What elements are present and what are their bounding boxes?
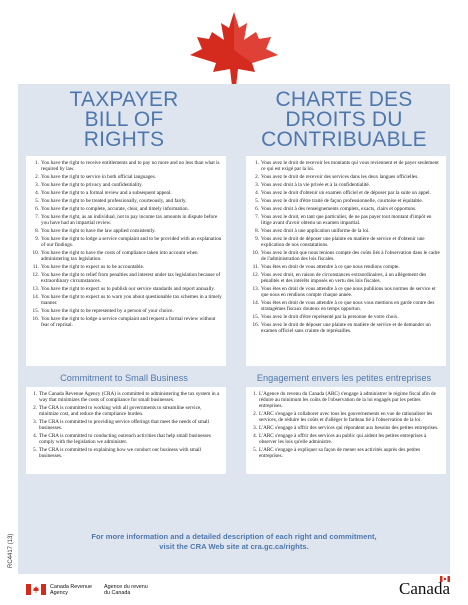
list-item: 1. You have the right to receive entitlements and to pay no more and no less than what is required by law. [35,160,220,172]
maple-leaf-icon [186,10,282,86]
list-item: 7. Vous avez le droit, en tant que particulier, de ne pas payer tout montant d'impôt en litige avant d'avoir obtenu un examen impartial. [255,214,432,226]
french-column [238,84,450,574]
list-item: 13. You have the right to expect us to publish our service standards and report annually. [32,286,215,292]
list-item: 11. You have the right to expect us to be accountable. [32,264,145,270]
english-column [18,84,230,574]
commitments-box [246,387,446,474]
list-item: 12. You have the right to relief from penalties and interest under tax legislation because of extraordinary circumstances. [32,272,221,284]
list-item: 3. The CRA is committed to providing service offerings that meet the needs of small businesses. [33,419,210,431]
more-info-line-2: visit the CRA Web site at cra.gc.ca/rights. [159,542,309,551]
canada-wordmark: Canada [399,579,450,598]
identity-bar [0,576,468,605]
form-code: RC4417 (13) [8,533,14,568]
list-item: 3. Vous avez droit à la vie privée et à la confidentialité. [255,182,370,188]
list-item: 10. You have the right to have the costs of compliance taken into account when administering tax legislation. [32,250,198,262]
list-item: 9. You have the right to lodge a service complaint and to be provided with an explanation of our findings. [35,236,222,248]
commitment-small-business-heading: Commitment to Small Business [60,373,188,383]
agency-name-fr: Agence du revenu du Canada [104,584,148,596]
list-item: 4. You have the right to a formal review and a subsequent appeal. [35,190,172,196]
list-item: 10. Vous avez le droit que nous tenions compte des coûts liés à l'observation dans le cadre de l'administration des lois fiscales. [252,250,440,262]
list-item: 1. Vous avez le droit de recevoir les montants qui vous reviennent et de payer seulement ce qui est exigé par la loi. [255,160,439,172]
title-line-1: CHARTE DES [275,88,413,111]
more-info-line-1: For more information and a detailed description of each right and commitment, [91,532,377,541]
list-item: 15. You have the right to be represented by a person of your choice. [32,308,174,314]
list-item: 4. Vous avez le droit d'obtenir un examen officiel et de déposer par la suite un appel. [255,190,431,196]
list-item: 3. You have the right to privacy and confidentiality. [35,182,143,188]
list-item: 5. You have the right to be treated professionally, courteously, and fairly. [35,198,187,204]
list-item: 14. You have the right to expect us to warn you about questionable tax schemes in a timely manner. [32,294,222,306]
list-item: 14. Vous êtes en droit de vous attendre à ce que nous vous mettions en garde contre des stratagèmes fiscaux douteux en temps opportun. [252,300,435,312]
list-item: 15. Vous avez le droit d'être représenté par la personne de votre choix. [252,314,399,320]
list-item: 1. L'Agence du revenu du Canada (ARC) s'engage à administrer le régime fiscal afin de réduire au minimum les coûts de l'observation de la loi engagés par les petites entreprises. [253,391,436,409]
rights-list [250,160,442,334]
content-panel [18,84,450,574]
list-item: 8. Vous avez droit à une application uniforme de la loi. [255,228,370,234]
list-item: 16. You have the right to lodge a service complaint and request a formal review without fear of reprisal. [32,316,216,328]
more-info-note [18,532,450,552]
rights-list-box [246,156,446,366]
title-line-3: RIGHTS [83,128,165,151]
list-item: 6. You have the right to complete, accurate, clear, and timely information. [35,206,189,212]
list-item: 9. Vous avez le droit de déposer une plainte en matière de service et d'obtenir une explication de nos constatations. [255,236,425,248]
list-item: 6. Vous avez droit à des renseignements complets, exacts, clairs et opportuns. [255,206,417,212]
title-line-2: BILL OF [84,108,164,131]
engagement-petites-entreprises-heading: Engagement envers les petites entreprises [256,373,432,383]
list-item: 12. Vous avez droit, en raison de circonstances extraordinaires, à un allègement des pénalités et des intérêts imposés en vertu des lois fiscales. [252,272,427,284]
list-item: 7. You have the right, as an individual, not to pay income tax amounts in dispute before you have had an impartial review. [35,214,218,226]
taxpayer-bill-of-rights-title [18,90,230,150]
list-item: 2. The CRA is committed to working with all governments to streamline service, minimize cost, and reduce the compliance burden. [33,405,202,417]
list-item: 1. The Canada Revenue Agency (CRA) is committed to administering the tax system in a way that minimizes the costs of compliance for small businesses. [33,391,220,403]
title-line-2: DROITS DU [285,108,403,131]
commitments-list [30,391,222,459]
list-item: 2. L'ARC s'engage à collaborer avec tous les gouvernements en vue de rationaliser les services, de réduire les coûts et d'alléger le fardeau lié à l'observation de la loi. [253,411,433,423]
list-item: 2. Vous avez le droit de recevoir des services dans les deux langues officielles. [255,174,419,180]
list-item: 2. You have the right to service in both official languages. [35,174,156,180]
title-line-1: TAXPAYER [69,88,179,111]
list-item: 8. You have the right to have the law applied consistently. [35,228,156,234]
list-item: 4. The CRA is committed to conducting outreach activities that help small businesses comply with the legislation we administer. [33,433,211,445]
commitments-box [26,387,226,474]
charte-des-droits-title [238,90,450,150]
rights-list [30,160,222,328]
list-item: 4. L'ARC s'engage à offrir des services au public qui aident les petites entreprises à observer les lois qu'elle administre. [253,433,427,445]
commitments-list [250,391,442,459]
list-item: 16. Vous avez le droit de déposer une plainte en matière de service et de demander un examen officiel sans crainte de représailles. [252,322,431,334]
list-item: 3. L'ARC s'engage à offrir des services qui répondent aux besoins des petites entreprises. [253,425,439,431]
list-item: 5. The CRA is committed to explaining how we conduct our business with small businesses. [33,447,201,459]
list-item: 13. Vous êtes en droit de vous attendre à ce que nous publiions nos normes de service et que nous en rendions compte chaque année. [252,286,436,298]
agency-name-en: Canada Revenue Agency [50,584,92,596]
list-item: 5. Vous avez le droit d'être traité de façon professionnelle, courtoise et équitable. [255,198,424,204]
rights-list-box [26,156,226,366]
canada-flag-icon [26,584,46,595]
header-area [0,0,468,90]
title-line-3: CONTRIBUABLE [261,128,427,151]
list-item: 5. L'ARC s'engage à expliquer sa façon de mener ses activités auprès des petites entreprises. [253,447,421,459]
list-item: 11. Vous êtes en droit de vous attendre à ce que nous rendions compte. [252,264,400,270]
